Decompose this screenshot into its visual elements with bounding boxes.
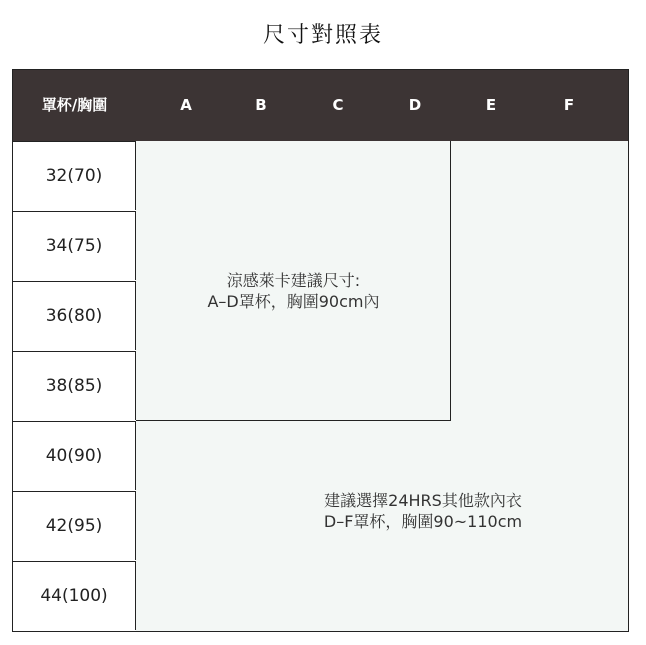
header-corner-label: 罩杯/胸圍 <box>41 96 108 114</box>
header-cup-d: D <box>408 96 422 114</box>
row-label-32: 32(70) <box>13 141 136 210</box>
header-cup-c: C <box>332 96 344 114</box>
cool-lycra-note <box>136 270 451 312</box>
chart-header <box>13 70 628 141</box>
row-label-36: 36(80) <box>13 281 136 350</box>
cool-lycra-note-line1: 涼感萊卡建議尺寸: <box>226 271 361 290</box>
header-cup-b: B <box>255 96 267 114</box>
row-label-38: 38(85) <box>13 351 136 420</box>
page-title: 尺寸對照表 <box>262 23 383 48</box>
other-products-note-line1: 建議選擇24HRS其他款內衣 <box>324 491 522 510</box>
cool-lycra-note-line2: A–D罩杯，胸圍90cm內 <box>207 292 380 311</box>
row-label-42: 42(95) <box>13 491 136 560</box>
header-cup-e: E <box>485 96 497 114</box>
header-cup-a: A <box>180 96 192 114</box>
row-label-40: 40(90) <box>13 421 136 490</box>
row-label-44: 44(100) <box>13 561 136 630</box>
other-products-note-line2: D–F罩杯，胸圍90~110cm <box>323 512 523 531</box>
row-label-34: 34(75) <box>13 211 136 280</box>
header-cup-f: F <box>563 96 575 114</box>
other-products-note <box>223 490 623 532</box>
size-chart <box>12 69 629 632</box>
